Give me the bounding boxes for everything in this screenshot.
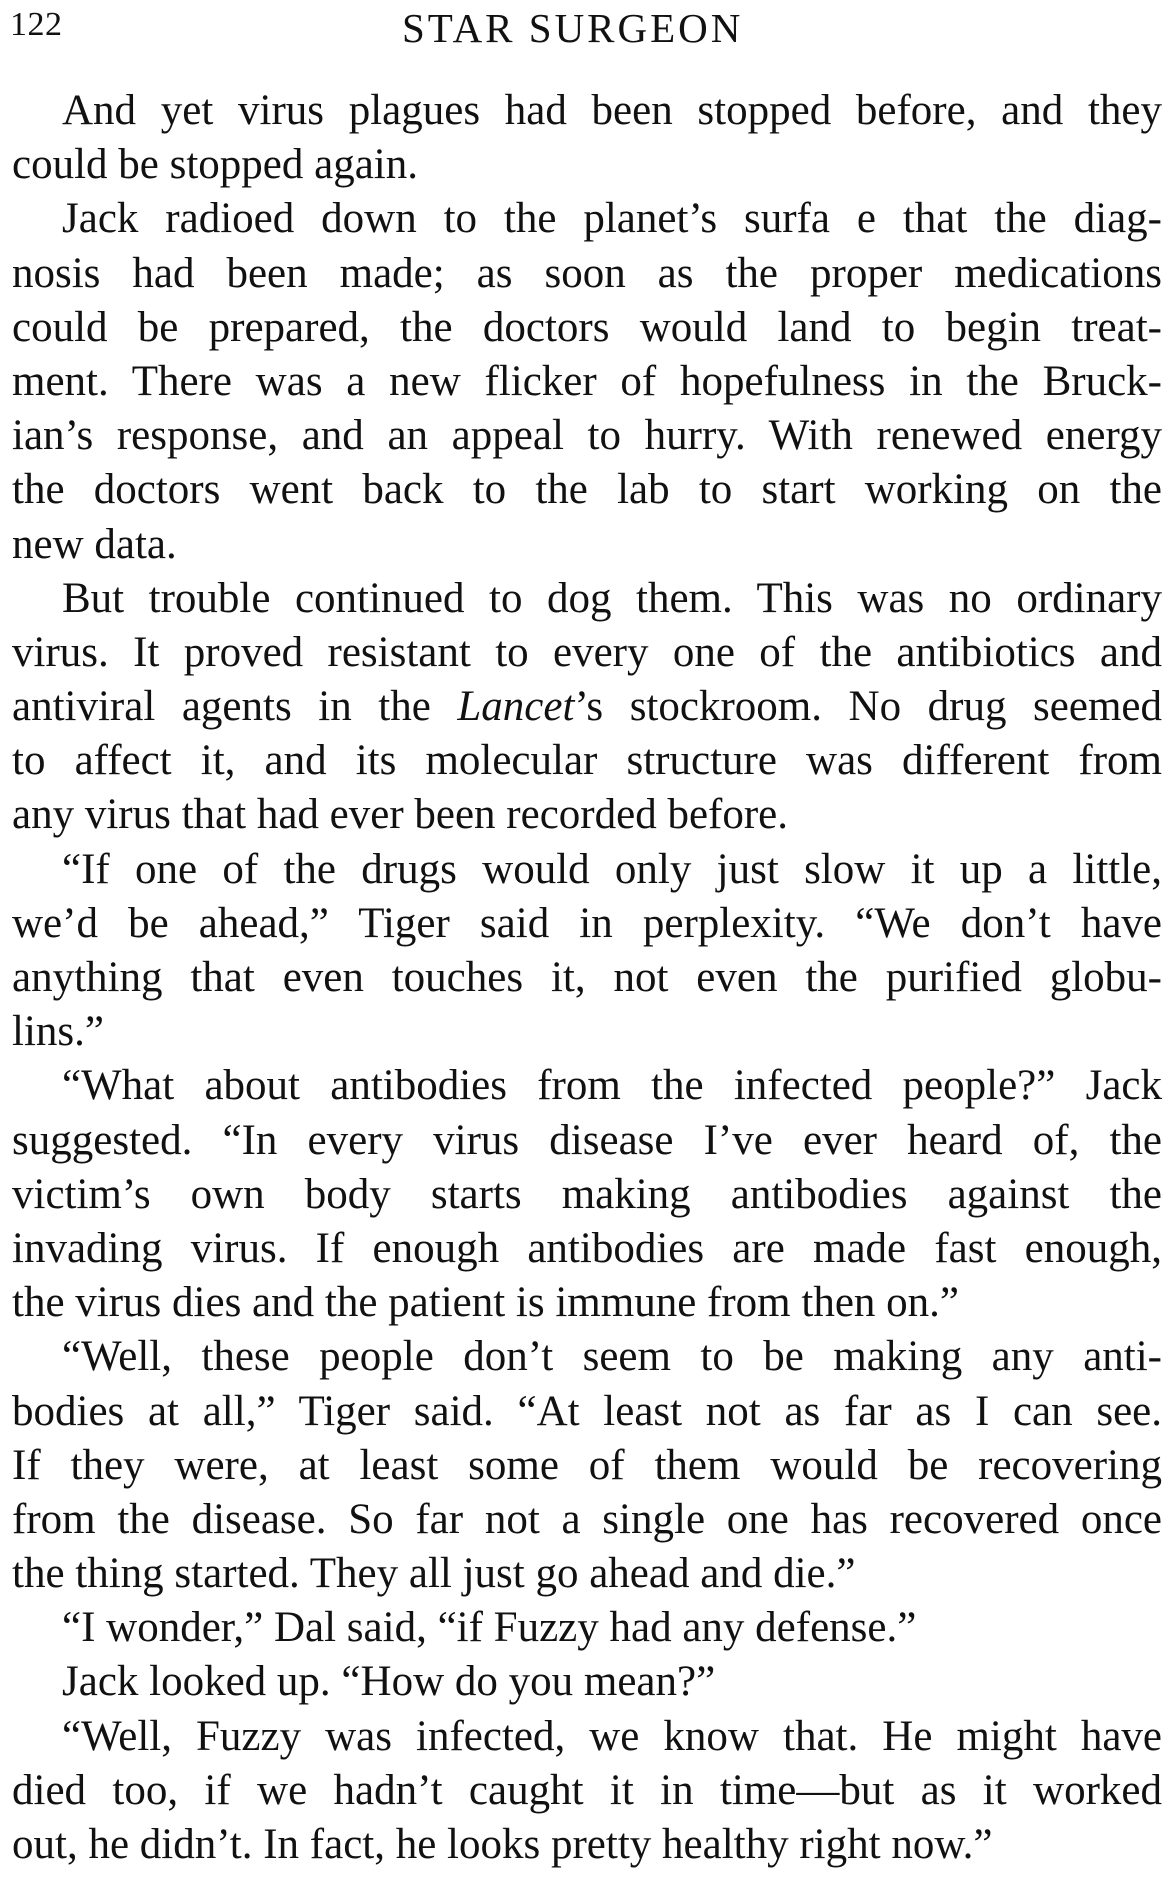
text-line: lins.” <box>12 1008 104 1056</box>
text-line: out, he didn’t. In fact, he looks pretty healthy right now.” <box>12 1821 993 1868</box>
text-line: ian’s response, and an appeal to hurry. With renewed energy <box>12 412 1162 460</box>
text-line: “What about antibodies from the infected people?” Jack <box>62 1062 1162 1110</box>
text-line: If they were, at least some of them would be recovering <box>12 1441 1162 1489</box>
text-line: Jack radioed down to the planet’s surfa e that the diag- <box>62 195 1162 243</box>
text-line: ment. There was a new flicker of hopefulness in the Bruck- <box>12 357 1162 405</box>
body-text <box>12 84 1162 1872</box>
text-line: from the disease. So far not a single one has recovered once <box>12 1495 1162 1543</box>
text-line: “Well, these people don’t seem to be making any anti- <box>62 1333 1162 1381</box>
text-line: antiviral agents in the Lancet’s stockroom. No drug seemed <box>12 683 1162 731</box>
ship-name: Lancet <box>457 683 575 731</box>
text-line: But trouble continued to dog them. This was no ordinary <box>62 574 1162 622</box>
book-title: STAR SURGEON <box>402 5 744 51</box>
text-line: virus. It proved resistant to every one of the antibiotics and <box>12 628 1162 676</box>
text-line: the virus dies and the patient is immune from then on.” <box>12 1279 959 1327</box>
text-line: bodies at all,” Tiger said. “At least not as far as I can see. <box>12 1387 1162 1435</box>
text-line: to affect it, and its molecular structure was different from <box>12 737 1162 785</box>
text-line: “Well, Fuzzy was infected, we know that. He might have <box>62 1712 1162 1760</box>
page-number: 122 <box>10 6 63 43</box>
text-line: could be prepared, the doctors would land to begin treat- <box>12 303 1162 351</box>
text-line: And yet virus plagues had been stopped before, and they <box>62 87 1162 134</box>
text-line: “If one of the drugs would only just slow it up a little, <box>62 845 1162 893</box>
text-line: anything that even touches it, not even the purified globu- <box>12 954 1162 1001</box>
text-line: could be stopped again. <box>12 141 419 189</box>
text-line: the doctors went back to the lab to start working on the <box>12 466 1162 514</box>
text-line: died too, if we hadn’t caught it in time—but as it worked <box>12 1766 1162 1814</box>
text-line: the thing started. They all just go ahead and die.” <box>12 1550 856 1598</box>
text-line: any virus that had ever been recorded before. <box>12 791 789 839</box>
running-head <box>10 2 1165 58</box>
text-line: we’d be ahead,” Tiger said in perplexity. “We don’t have <box>12 899 1162 947</box>
text-line: suggested. “In every virus disease I’ve ever heard of, the <box>12 1116 1162 1164</box>
text-line: “I wonder,” Dal said, “if Fuzzy had any defense.” <box>62 1604 917 1652</box>
text-line: nosis had been made; as soon as the proper medications <box>12 249 1162 297</box>
text-line: Jack looked up. “How do you mean?” <box>62 1658 716 1706</box>
text-line: new data. <box>12 520 177 568</box>
text-line: invading virus. If enough antibodies are made fast enough, <box>12 1224 1162 1272</box>
text-line: victim’s own body starts making antibodies against the <box>12 1170 1162 1218</box>
